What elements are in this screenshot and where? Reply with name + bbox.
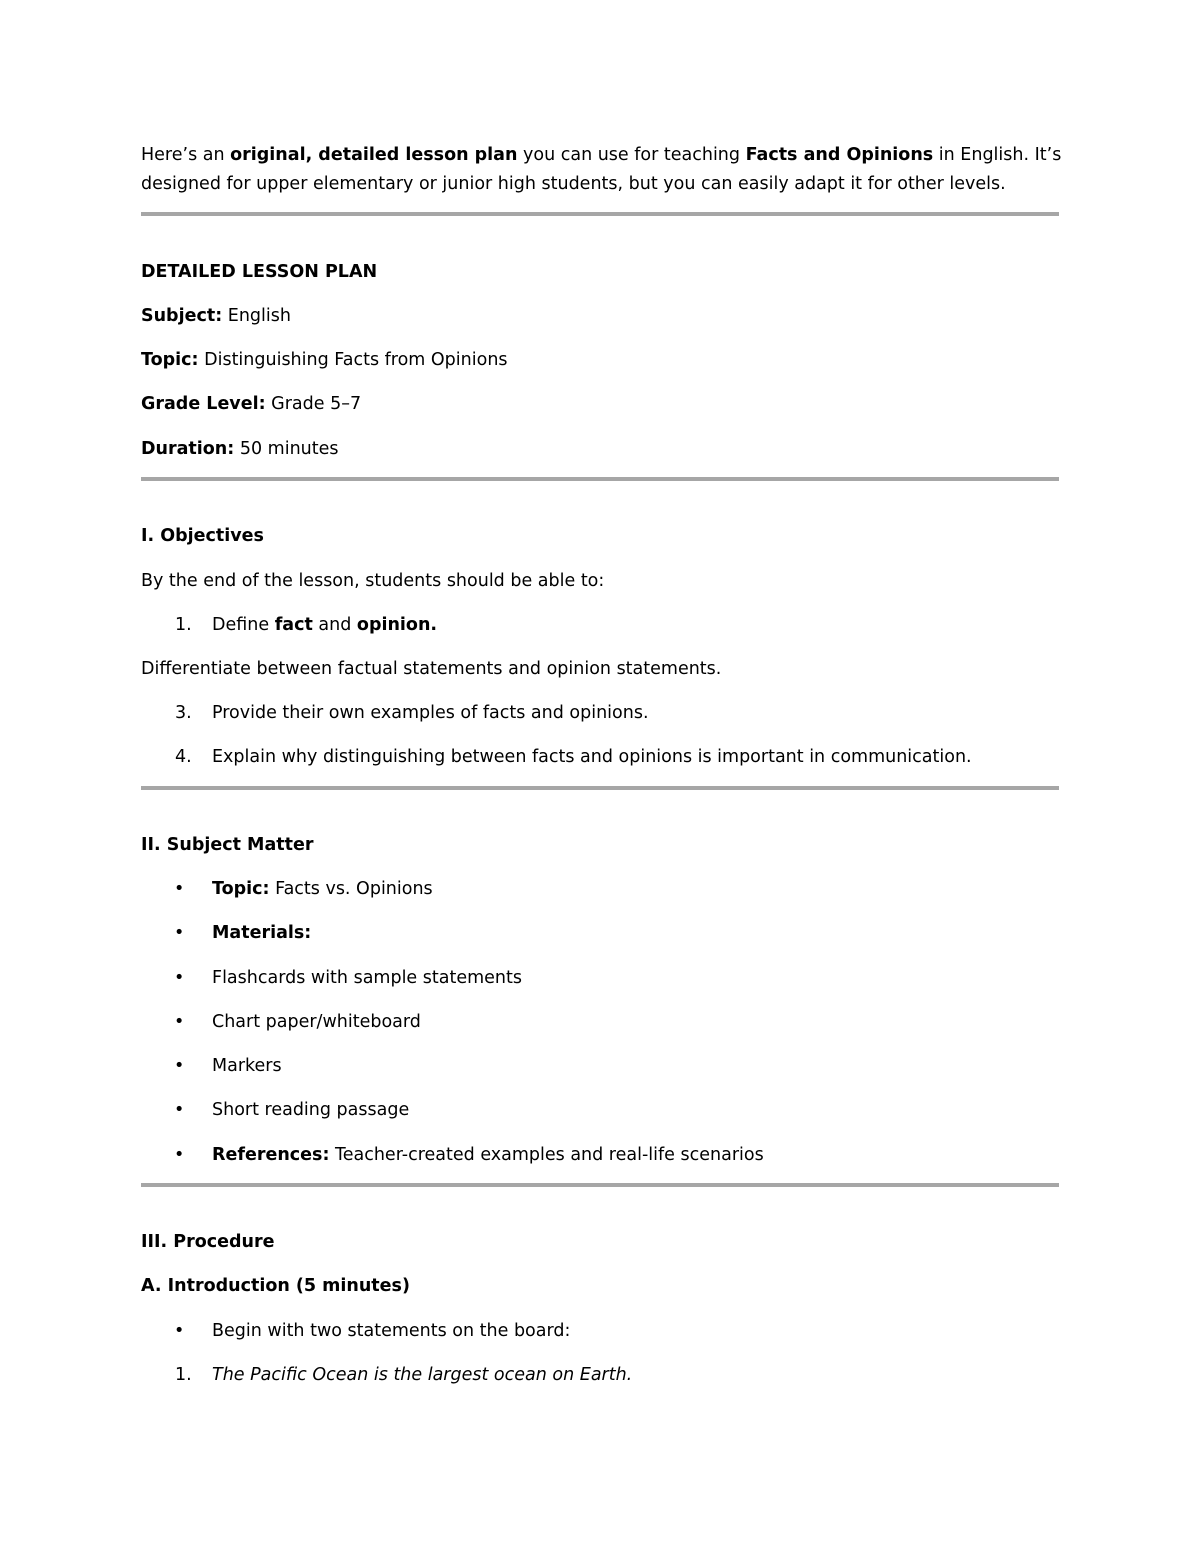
bullet-icon: • (174, 879, 185, 899)
objectives-heading: I. Objectives (141, 526, 264, 546)
list-text: Flashcards with sample statements (212, 968, 522, 988)
horizontal-rule (141, 477, 1059, 481)
list-number: 4. (175, 747, 192, 767)
list-text: The Pacific Ocean is the largest ocean on Earth. (212, 1365, 633, 1385)
bullet-icon: • (174, 1321, 185, 1341)
bullet-icon: • (174, 1145, 185, 1165)
intro-line-2: designed for upper elementary or junior high students, but you can easily adapt it for other levels. (141, 174, 1006, 194)
field-duration: Duration: 50 minutes (141, 439, 339, 459)
field-topic: Topic: Distinguishing Facts from Opinions (141, 350, 508, 370)
field-subject: Subject: English (141, 306, 291, 326)
list-text: Provide their own examples of facts and opinions. (212, 703, 649, 723)
intro-text: you can use for teaching (517, 145, 746, 165)
objectives-lead: By the end of the lesson, students should be able to: (141, 571, 605, 591)
horizontal-rule (141, 212, 1059, 216)
horizontal-rule (141, 786, 1059, 790)
horizontal-rule (141, 1183, 1059, 1187)
list-number: 3. (175, 703, 192, 723)
intro-text: in English. It’s (933, 145, 1062, 165)
objective-loose-line: Differentiate between factual statements and opinion statements. (141, 659, 722, 679)
list-number: 1. (175, 1365, 192, 1385)
intro-text: Here’s an (141, 145, 231, 165)
bullet-icon: • (174, 1100, 185, 1120)
subject-matter-heading: II. Subject Matter (141, 835, 314, 855)
bullet-icon: • (174, 1056, 185, 1076)
list-number: 1. (175, 615, 192, 635)
list-text: Chart paper/whiteboard (212, 1012, 421, 1032)
intro-bold-text: original, detailed lesson plan (230, 145, 518, 165)
intro-line-1 (141, 141, 1061, 169)
list-text: Define fact and opinion. (212, 615, 438, 635)
bullet-icon: • (174, 923, 185, 943)
list-text: Begin with two statements on the board: (212, 1321, 571, 1341)
procedure-heading: III. Procedure (141, 1232, 275, 1252)
list-text: Materials: (212, 923, 312, 943)
list-text: Markers (212, 1056, 282, 1076)
list-text: Short reading passage (212, 1100, 410, 1120)
procedure-subheading-a: A. Introduction (5 minutes) (141, 1276, 410, 1296)
field-grade-level: Grade Level: Grade 5–7 (141, 394, 362, 414)
intro-bold-text: Facts and Opinions (745, 145, 934, 165)
list-text: Topic: Facts vs. Opinions (212, 879, 433, 899)
lesson-plan-title: DETAILED LESSON PLAN (141, 262, 378, 282)
list-text: References: Teacher-created examples and real-life scenarios (212, 1145, 764, 1165)
bullet-icon: • (174, 968, 185, 988)
bullet-icon: • (174, 1012, 185, 1032)
list-text: Explain why distinguishing between facts and opinions is important in communication. (212, 747, 972, 767)
